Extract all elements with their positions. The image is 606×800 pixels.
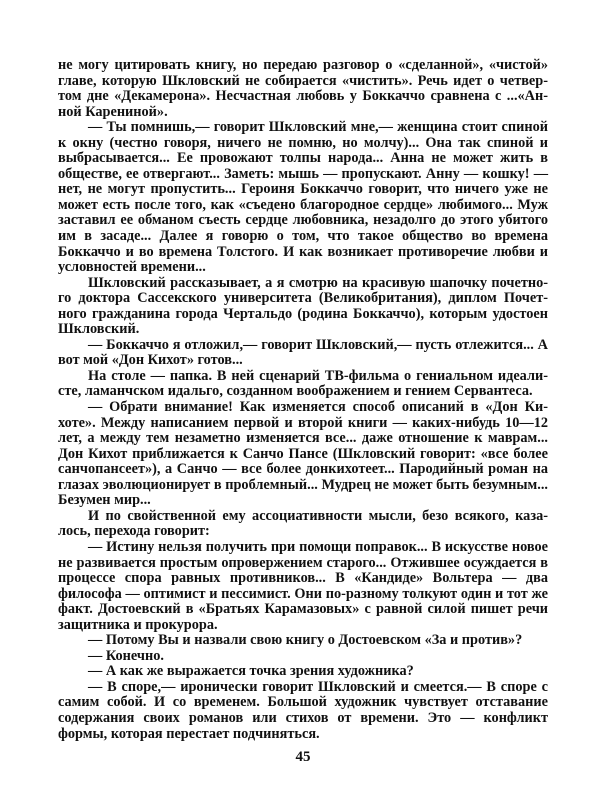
paragraph-8: — Истину нельзя получить при помощи поправок... В искусстве новое не развивается простым опровержением старого... Отжившее осуждается в процессе спора равных противников... В «Кандиде» Вольтера — два философа — оптимист и пессимист. Они по-разному толкуют один и тот же факт. Достоевский в «Братьях Карамазовых» с равной силой пишет речи защитника и прокурора. xyxy=(58,538,548,633)
paragraph-4: — Боккаччо я отложил,— говорит Шкловский,— пусть отлежится... А вот мой «Дон Кихот» готов... xyxy=(58,336,548,369)
paragraph-11: — А как же выражается точка зрения художника? xyxy=(88,663,414,680)
page-text xyxy=(58,58,548,742)
paragraph-12: — В споре,— иронически говорит Шкловский и смеется.— В споре с самим собой. И со временем. Большой художник чувствует отставание содержания своих романов или стихов от времени. Это — конфликт формы, которая перестает подчиняться. xyxy=(58,678,548,742)
paragraph-6: — Обрати внимание! Как изменяется способ описаний в «Дон Кихоте». Между написанием первой и второй книги — каких-нибудь 10—12 лет, а между тем незаметно изменяется все... даже отношение к маврам... Дон Кихот приближается к Санчо Пансе (Шкловский говорит: «все более санчопансеет»), а Санчо — все более донкихотеет... Пародийный роман на глазах эволюционирует в проблемный... Мудрец не может быть безумным... Безумен мир... xyxy=(58,399,548,509)
page-number: 45 xyxy=(295,749,311,765)
paragraph-5: На столе — папка. В ней сценарий ТВ-фильма о гениальном идеалисте, ламанчском идальго, созданном воображением и гением Сервантеса. xyxy=(58,367,548,400)
paragraph-2: — Ты помнишь,— говорит Шкловский мне,— женщина стоит спиной к окну (честно говоря, ничего не помню, но молчу)... Она так спиной и выбрасывается... Ее провожают толпы народа... Анна не может жить в обществе, ее отвергают... Заметь: мышь — пропускают. Анну — кошку! — нет, не могут пропустить... Героиня Боккаччо говорит, что ничего уже не может есть после того, как «съедено благородное сердце» любимого... Муж заставил ее обманом съесть сердце любовника, незадолго до этого убитого им в засаде... Далее я говорю о том, что такое общество во времена Боккаччо и во времена Толстого. И как возникает противоречие любви и условностей времени... xyxy=(58,119,548,276)
paragraph-9: — Потому Вы и назвали свою книгу о Достоевском «За и против»? xyxy=(88,632,523,649)
paragraph-7: И по свойственной ему ассоциативности мысли, безо всякого, казалось, перехода говорит: xyxy=(58,507,548,540)
paragraph-3: Шкловский рассказывает, а я смотрю на красивую шапочку почетного доктора Сассекского университета (Великобритания), диплом Почетного гражданина города Чертальдо (родина Боккаччо), которым удостоен Шкловский. xyxy=(58,274,548,338)
paragraph-1: не могу цитировать книгу, но передаю разговор о «сделанной», «чистой» главе, которую Шкловский не собирается «чистить». Речь идет о четвертом дне «Декамерона». Несчастная любовь у Боккаччо сравнена с ...«Анной Карениной». xyxy=(58,57,548,120)
paragraph-10: — Конечно. xyxy=(88,647,164,664)
